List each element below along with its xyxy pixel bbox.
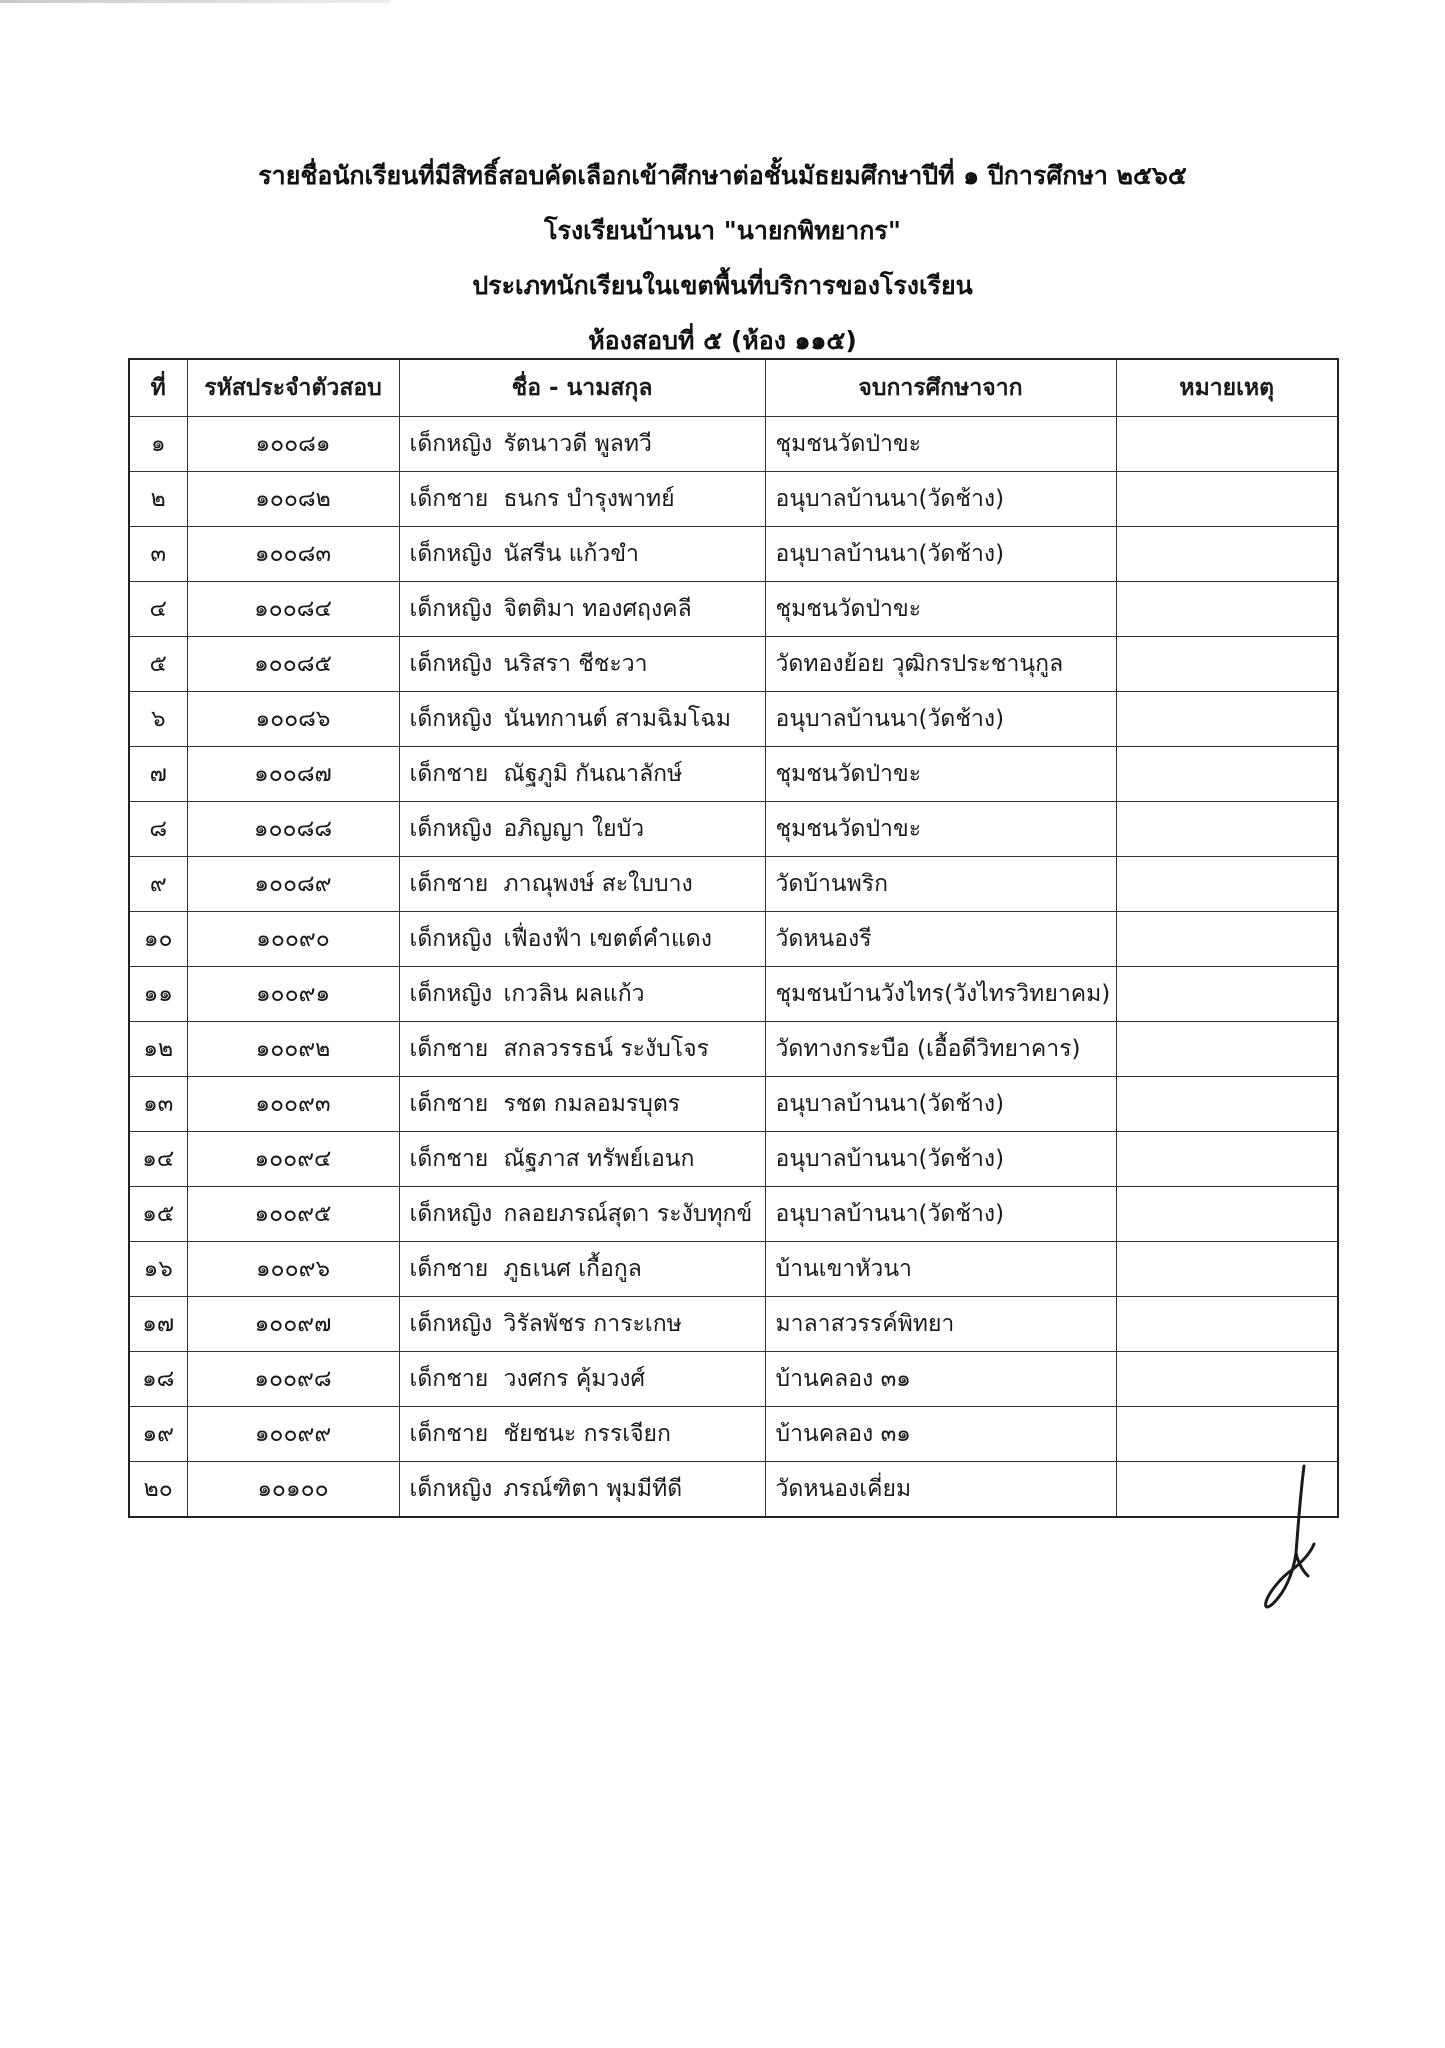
name-prefix: เด็กชาย — [409, 1256, 489, 1282]
graduated-from: อนุบาลบ้านนา(วัดช้าง) — [765, 1187, 1116, 1242]
graduated-from: อนุบาลบ้านนา(วัดช้าง) — [765, 1077, 1116, 1132]
remark — [1116, 637, 1338, 692]
table-row — [129, 1022, 1338, 1077]
row-number: ๒๐ — [129, 1462, 187, 1518]
exam-id: ๑๐๐๘๗ — [187, 747, 399, 802]
table-body — [129, 417, 1338, 1518]
graduated-from: อนุบาลบ้านนา(วัดช้าง) — [765, 692, 1116, 747]
graduated-from: มาลาสวรรค์พิทยา — [765, 1297, 1116, 1352]
student-name: ภูธเนศ เกื้อกูล — [503, 1256, 642, 1282]
student-name: ณัฐภาส ทรัพย์เอนก — [503, 1146, 695, 1172]
header-exam-room: ห้องสอบที่ ๕ (ห้อง ๑๑๕) — [588, 326, 857, 355]
name-prefix: เด็กชาย — [409, 1421, 489, 1447]
col-header-school: จบการศึกษาจาก — [765, 359, 1116, 417]
student-name-cell — [399, 1297, 765, 1352]
table-row — [129, 1462, 1338, 1518]
name-prefix: เด็กชาย — [409, 1366, 489, 1392]
exam-id: ๑๐๐๘๖ — [187, 692, 399, 747]
exam-id: ๑๐๐๙๖ — [187, 1242, 399, 1297]
remark — [1116, 747, 1338, 802]
student-name-cell — [399, 637, 765, 692]
remark — [1116, 912, 1338, 967]
scan-edge-mark — [0, 0, 390, 3]
header-school: โรงเรียนบ้านนา "นายกพิทยากร" — [544, 216, 901, 245]
row-number: ๑๒ — [129, 1022, 187, 1077]
exam-id: ๑๐๐๘๙ — [187, 857, 399, 912]
student-name-cell — [399, 527, 765, 582]
exam-id: ๑๐๐๙๗ — [187, 1297, 399, 1352]
graduated-from: ชุมชนวัดป่าขะ — [765, 747, 1116, 802]
col-header-name: ชื่อ - นามสกุล — [399, 359, 765, 417]
exam-id: ๑๐๐๙๑ — [187, 967, 399, 1022]
row-number: ๑ — [129, 417, 187, 472]
exam-id: ๑๐๑๐๐ — [187, 1462, 399, 1518]
exam-id: ๑๐๐๘๘ — [187, 802, 399, 857]
row-number: ๑๗ — [129, 1297, 187, 1352]
col-header-exam-id: รหัสประจำตัวสอบ — [187, 359, 399, 417]
graduated-from: อนุบาลบ้านนา(วัดช้าง) — [765, 472, 1116, 527]
table-row — [129, 472, 1338, 527]
student-name-cell — [399, 967, 765, 1022]
row-number: ๑๑ — [129, 967, 187, 1022]
remark — [1116, 1132, 1338, 1187]
name-prefix: เด็กหญิง — [409, 926, 493, 952]
graduated-from: วัดหนองรี — [765, 912, 1116, 967]
student-name-cell — [399, 1242, 765, 1297]
student-name: ภรณ์ฑิตา พุมมีทีดี — [503, 1476, 683, 1502]
table-row — [129, 967, 1338, 1022]
name-prefix: เด็กชาย — [409, 761, 489, 787]
row-number: ๑๓ — [129, 1077, 187, 1132]
remark — [1116, 472, 1338, 527]
graduated-from: บ้านคลอง ๓๑ — [765, 1407, 1116, 1462]
name-prefix: เด็กหญิง — [409, 431, 493, 457]
table-row — [129, 692, 1338, 747]
remark — [1116, 1077, 1338, 1132]
row-number: ๒ — [129, 472, 187, 527]
table-row — [129, 637, 1338, 692]
remark — [1116, 1022, 1338, 1077]
table-row — [129, 417, 1338, 472]
student-name-cell — [399, 472, 765, 527]
header-title: รายชื่อนักเรียนที่มีสิทธิ์สอบคัดเลือกเข้าศึกษาต่อชั้นมัธยมศึกษาปีที่ ๑ ปีการศึกษา ๒๕๖๕ — [258, 161, 1187, 190]
student-name: วิรัลพัชร การะเกษ — [503, 1311, 682, 1337]
row-number: ๑๙ — [129, 1407, 187, 1462]
table-row — [129, 1297, 1338, 1352]
name-prefix: เด็กหญิง — [409, 1311, 493, 1337]
name-prefix: เด็กหญิง — [409, 981, 493, 1007]
name-prefix: เด็กหญิง — [409, 541, 493, 567]
header-category: ประเภทนักเรียนในเขตพื้นที่บริการของโรงเรียน — [472, 271, 973, 300]
name-prefix: เด็กชาย — [409, 486, 489, 512]
table-row — [129, 1407, 1338, 1462]
graduated-from: อนุบาลบ้านนา(วัดช้าง) — [765, 527, 1116, 582]
col-header-no: ที่ — [129, 359, 187, 417]
student-name: เกวลิน ผลแก้ว — [503, 981, 645, 1007]
row-number: ๑๖ — [129, 1242, 187, 1297]
table-row — [129, 912, 1338, 967]
student-name: จิตติมา ทองศฤงคลี — [503, 596, 692, 622]
name-prefix: เด็กชาย — [409, 871, 489, 897]
remark — [1116, 1297, 1338, 1352]
student-name-cell — [399, 1077, 765, 1132]
row-number: ๘ — [129, 802, 187, 857]
row-number: ๖ — [129, 692, 187, 747]
remark — [1116, 857, 1338, 912]
student-name-cell — [399, 1022, 765, 1077]
exam-id: ๑๐๐๙๘ — [187, 1352, 399, 1407]
student-name: นันทกานต์ สามฉิมโฉม — [503, 706, 732, 732]
remark — [1116, 582, 1338, 637]
exam-id: ๑๐๐๙๔ — [187, 1132, 399, 1187]
graduated-from: วัดทองย้อย วุฒิกรประชานุกูล — [765, 637, 1116, 692]
name-prefix: เด็กชาย — [409, 1036, 489, 1062]
student-name-cell — [399, 1132, 765, 1187]
student-name: กลอยภรณ์สุดา ระงับทุกข์ — [503, 1201, 753, 1227]
graduated-from: วัดหนองเคี่ยม — [765, 1462, 1116, 1518]
graduated-from: บ้านเขาหัวนา — [765, 1242, 1116, 1297]
student-name: รัตนาวดี พูลทวี — [503, 431, 652, 457]
remark — [1116, 1242, 1338, 1297]
table-header-row — [129, 359, 1338, 417]
table-row — [129, 802, 1338, 857]
table-row — [129, 857, 1338, 912]
row-number: ๓ — [129, 527, 187, 582]
name-prefix: เด็กหญิง — [409, 816, 493, 842]
table-row — [129, 1352, 1338, 1407]
student-name: นริสรา ชีชะวา — [503, 651, 648, 677]
table-row — [129, 1242, 1338, 1297]
exam-id: ๑๐๐๙๒ — [187, 1022, 399, 1077]
student-name: อภิญญา ใยบัว — [503, 816, 645, 842]
exam-id: ๑๐๐๙๐ — [187, 912, 399, 967]
row-number: ๕ — [129, 637, 187, 692]
remark — [1116, 692, 1338, 747]
table-row — [129, 527, 1338, 582]
exam-id: ๑๐๐๘๒ — [187, 472, 399, 527]
table-row — [129, 1077, 1338, 1132]
graduated-from: ชุมชนบ้านวังไทร(วังไทรวิทยาคม) — [765, 967, 1116, 1022]
row-number: ๑๕ — [129, 1187, 187, 1242]
name-prefix: เด็กชาย — [409, 1146, 489, 1172]
exam-id: ๑๐๐๘๔ — [187, 582, 399, 637]
graduated-from: วัดทางกระบือ (เอื้อดีวิทยาคาร) — [765, 1022, 1116, 1077]
student-name-cell — [399, 1352, 765, 1407]
remark — [1116, 967, 1338, 1022]
student-name-cell — [399, 417, 765, 472]
table-row — [129, 1187, 1338, 1242]
exam-id: ๑๐๐๙๕ — [187, 1187, 399, 1242]
exam-id: ๑๐๐๙๙ — [187, 1407, 399, 1462]
student-name: ชัยชนะ กรรเจียก — [503, 1421, 671, 1447]
exam-id: ๑๐๐๘๑ — [187, 417, 399, 472]
student-name: ภาณุพงษ์ สะใบบาง — [503, 871, 693, 897]
document-header — [0, 148, 1445, 368]
student-name-cell — [399, 747, 765, 802]
graduated-from: ชุมชนวัดป่าขะ — [765, 582, 1116, 637]
signature-icon — [1258, 1458, 1328, 1618]
row-number: ๙ — [129, 857, 187, 912]
exam-id: ๑๐๐๘๓ — [187, 527, 399, 582]
remark — [1116, 1187, 1338, 1242]
student-name-cell — [399, 912, 765, 967]
student-name-cell — [399, 1187, 765, 1242]
student-name-cell — [399, 1407, 765, 1462]
student-name-cell — [399, 857, 765, 912]
remark — [1116, 417, 1338, 472]
row-number: ๗ — [129, 747, 187, 802]
student-name-cell — [399, 692, 765, 747]
student-roster-table — [128, 358, 1339, 1518]
graduated-from: วัดบ้านพริก — [765, 857, 1116, 912]
student-name: ธนกร บำรุงพาทย์ — [503, 486, 675, 512]
exam-id: ๑๐๐๘๕ — [187, 637, 399, 692]
name-prefix: เด็กหญิง — [409, 651, 493, 677]
row-number: ๔ — [129, 582, 187, 637]
table-row — [129, 747, 1338, 802]
graduated-from: อนุบาลบ้านนา(วัดช้าง) — [765, 1132, 1116, 1187]
student-name: สกลวรรธน์ ระงับโจร — [503, 1036, 709, 1062]
student-name: เฟื่องฟ้า เขตต์คำแดง — [503, 926, 712, 952]
graduated-from: ชุมชนวัดป่าขะ — [765, 417, 1116, 472]
name-prefix: เด็กหญิง — [409, 1476, 493, 1502]
student-name-cell — [399, 582, 765, 637]
student-name: ณัฐภูมิ กันณาลักษ์ — [503, 761, 683, 787]
table-row — [129, 1132, 1338, 1187]
student-name: วงศกร คุ้มวงศ์ — [503, 1366, 646, 1392]
name-prefix: เด็กหญิง — [409, 1201, 493, 1227]
col-header-remark: หมายเหตุ — [1116, 359, 1338, 417]
exam-id: ๑๐๐๙๓ — [187, 1077, 399, 1132]
remark — [1116, 527, 1338, 582]
row-number: ๑๘ — [129, 1352, 187, 1407]
remark — [1116, 1407, 1338, 1462]
graduated-from: บ้านคลอง ๓๑ — [765, 1352, 1116, 1407]
row-number: ๑๐ — [129, 912, 187, 967]
remark — [1116, 1352, 1338, 1407]
student-name-cell — [399, 1462, 765, 1518]
row-number: ๑๔ — [129, 1132, 187, 1187]
name-prefix: เด็กหญิง — [409, 596, 493, 622]
table-row — [129, 582, 1338, 637]
name-prefix: เด็กหญิง — [409, 706, 493, 732]
student-name: นัสรีน แก้วขำ — [503, 541, 639, 567]
graduated-from: ชุมชนวัดป่าขะ — [765, 802, 1116, 857]
name-prefix: เด็กชาย — [409, 1091, 489, 1117]
student-name-cell — [399, 802, 765, 857]
student-name: รชต กมลอมรบุตร — [503, 1091, 681, 1117]
remark — [1116, 802, 1338, 857]
